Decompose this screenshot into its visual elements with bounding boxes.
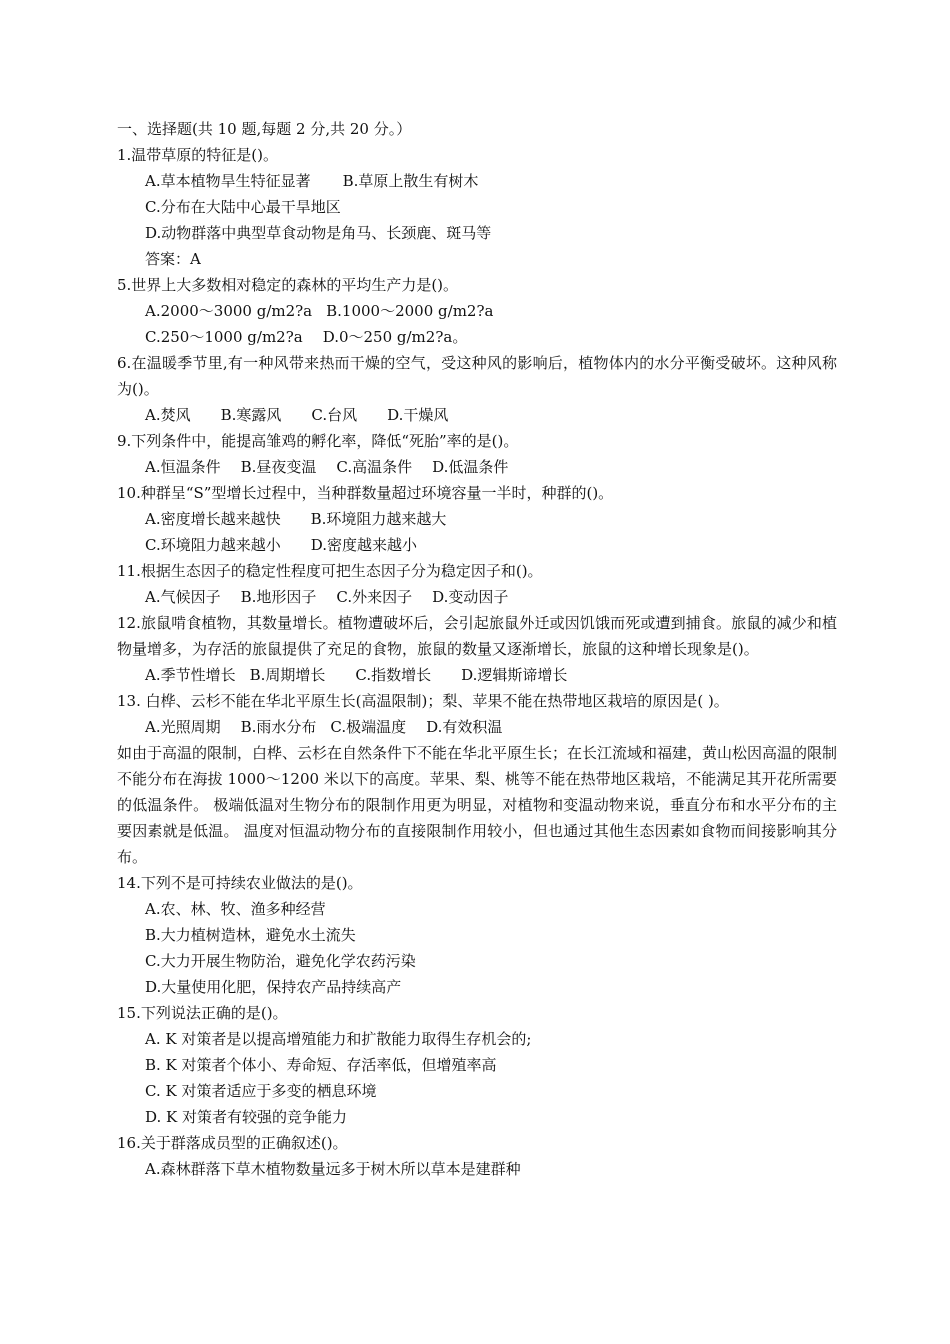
question-5-stem: 5.世界上大多数相对稳定的森林的平均生产力是()。 [117, 276, 459, 294]
section-title: 一、选择题(共 10 题,每题 2 分,共 20 分。） [117, 120, 412, 138]
question-12-stem: 12.旅鼠啃食植物，其数量增长。植物遭破坏后，会引起旅鼠外迁或因饥饿而死或遭到捕食。旅鼠的减少和植物量增多，为存活的旅鼠提供了充足的食物，旅鼠的数量又逐渐增长，旅鼠的这种增长现象是()。 [117, 614, 837, 658]
question-14-option-c: C.大力开展生物防治，避免化学农药污染 [145, 952, 416, 970]
question-11-options [117, 584, 837, 610]
question-15-option-a: A. K 对策者是以提高增殖能力和扩散能力取得生存机会的; [145, 1030, 532, 1048]
question-10-options-cd [117, 532, 837, 558]
question-5-option-a: A.2000～3000 g/m2?a [145, 302, 313, 320]
document-body [117, 116, 837, 1182]
question-11-option-b: B.地形因子 [240, 588, 317, 606]
question-11-option-a: A.气候因子 [145, 588, 221, 606]
question-5-option-b: B.1000～2000 g/m2?a [326, 302, 494, 320]
question-9-option-b: B.昼夜变温 [240, 458, 317, 476]
question-1-options-ab [117, 168, 837, 194]
question-11-option-d: D.变动因子 [432, 588, 509, 606]
question-1-option-d: D.动物群落中典型草食动物是角马、长颈鹿、斑马等 [145, 224, 492, 242]
question-12-options [117, 662, 837, 688]
question-12-option-c: C.指数增长 [355, 666, 432, 684]
question-13-option-c: C.极端温度 [330, 718, 407, 736]
question-9-option-a: A.恒温条件 [145, 458, 221, 476]
question-10-option-c: C.环境阻力越来越小 [145, 536, 281, 554]
question-12-option-d: D.逻辑斯谛增长 [461, 666, 568, 684]
question-9-option-c: C.高温条件 [336, 458, 413, 476]
question-5-options-ab [117, 298, 837, 324]
question-16-stem: 16.关于群落成员型的正确叙述()。 [117, 1134, 348, 1152]
question-6-option-d: D.干燥风 [387, 406, 449, 424]
question-1-option-c: C.分布在大陆中心最干旱地区 [145, 198, 341, 216]
question-1-stem: 1.温带草原的特征是()。 [117, 146, 279, 164]
question-12-option-a: A.季节性增长 [145, 666, 236, 684]
question-13-options [117, 714, 837, 740]
question-10-option-d: D.密度越来越小 [310, 536, 417, 554]
question-12-option-b: B.周期增长 [249, 666, 326, 684]
question-5-option-d: D.0～250 g/m2?a。 [322, 328, 468, 346]
question-1-option-b: B.草原上散生有树木 [342, 172, 479, 190]
question-14-stem: 14.下列不是可持续农业做法的是()。 [117, 874, 363, 892]
question-15-option-b: B. K 对策者个体小、寿命短、存活率低，但增殖率高 [145, 1056, 497, 1074]
question-1-answer: 答案：A [145, 250, 201, 268]
question-10-option-b: B.环境阻力越来越大 [310, 510, 447, 528]
question-13-option-a: A.光照周期 [145, 718, 221, 736]
question-13-option-d: D.有效积温 [426, 718, 503, 736]
question-1-option-a: A.草本植物旱生特征显著 [145, 172, 311, 190]
question-6-option-a: A.焚风 [145, 406, 191, 424]
question-9-options [117, 454, 837, 480]
question-10-option-a: A.密度增长越来越快 [145, 510, 281, 528]
question-14-option-b: B.大力植树造林，避免水土流失 [145, 926, 356, 944]
question-10-options-ab [117, 506, 837, 532]
question-5-option-c: C.250～1000 g/m2?a [145, 328, 303, 346]
question-6-option-c: C.台风 [311, 406, 358, 424]
question-13-stem: 13. 白桦、云杉不能在华北平原生长(高温限制)；梨、苹果不能在热带地区栽培的原因是( )。 [117, 692, 729, 710]
question-11-stem: 11.根据生态因子的稳定性程度可把生态因子分为稳定因子和()。 [117, 562, 543, 580]
question-14-option-a: A.农、林、牧、渔多种经营 [145, 900, 326, 918]
question-15-stem: 15.下列说法正确的是()。 [117, 1004, 288, 1022]
question-15-option-c: C. K 对策者适应于多变的栖息环境 [145, 1082, 377, 1100]
question-16-option-a: A.森林群落下草木植物数量远多于树木所以草本是建群种 [145, 1160, 521, 1178]
question-6-option-b: B.寒露风 [220, 406, 282, 424]
question-13-option-b: B.雨水分布 [240, 718, 317, 736]
question-10-stem: 10.种群呈“S”型增长过程中，当种群数量超过环境容量一半时，种群的()。 [117, 484, 614, 502]
question-15-option-d: D. K 对策者有较强的竞争能力 [145, 1108, 348, 1126]
question-6-options [117, 402, 837, 428]
question-9-option-d: D.低温条件 [432, 458, 509, 476]
question-13-explanation: 如由于高温的限制，白桦、云杉在自然条件下不能在华北平原生长；在长江流域和福建，黄山松因高温的限制不能分布在海拔 1000～1200 米以下的高度。苹果、梨、桃等不能在热带地区栽培，不能满足其开花所需要的低温条件。 极端低温对生物分布的限制作用更为明显，对植物和变温动物来说，垂直分布和水平分布的主要因素就是低温。 温度对恒温动物分布的直接限制作用较小，但也通过其他生态因素如食物而间接影响其分布。 [117, 744, 838, 866]
question-9-stem: 9.下列条件中，能提高雏鸡的孵化率，降低“死胎”率的是()。 [117, 432, 519, 450]
question-5-options-cd [117, 324, 837, 350]
question-6-stem: 6.在温暖季节里,有一种风带来热而干燥的空气，受这种风的影响后，植物体内的水分平衡受破坏。这种风称为()。 [117, 354, 837, 398]
question-14-option-d: D.大量使用化肥，保持农产品持续高产 [145, 978, 402, 996]
question-11-option-c: C.外来因子 [336, 588, 413, 606]
